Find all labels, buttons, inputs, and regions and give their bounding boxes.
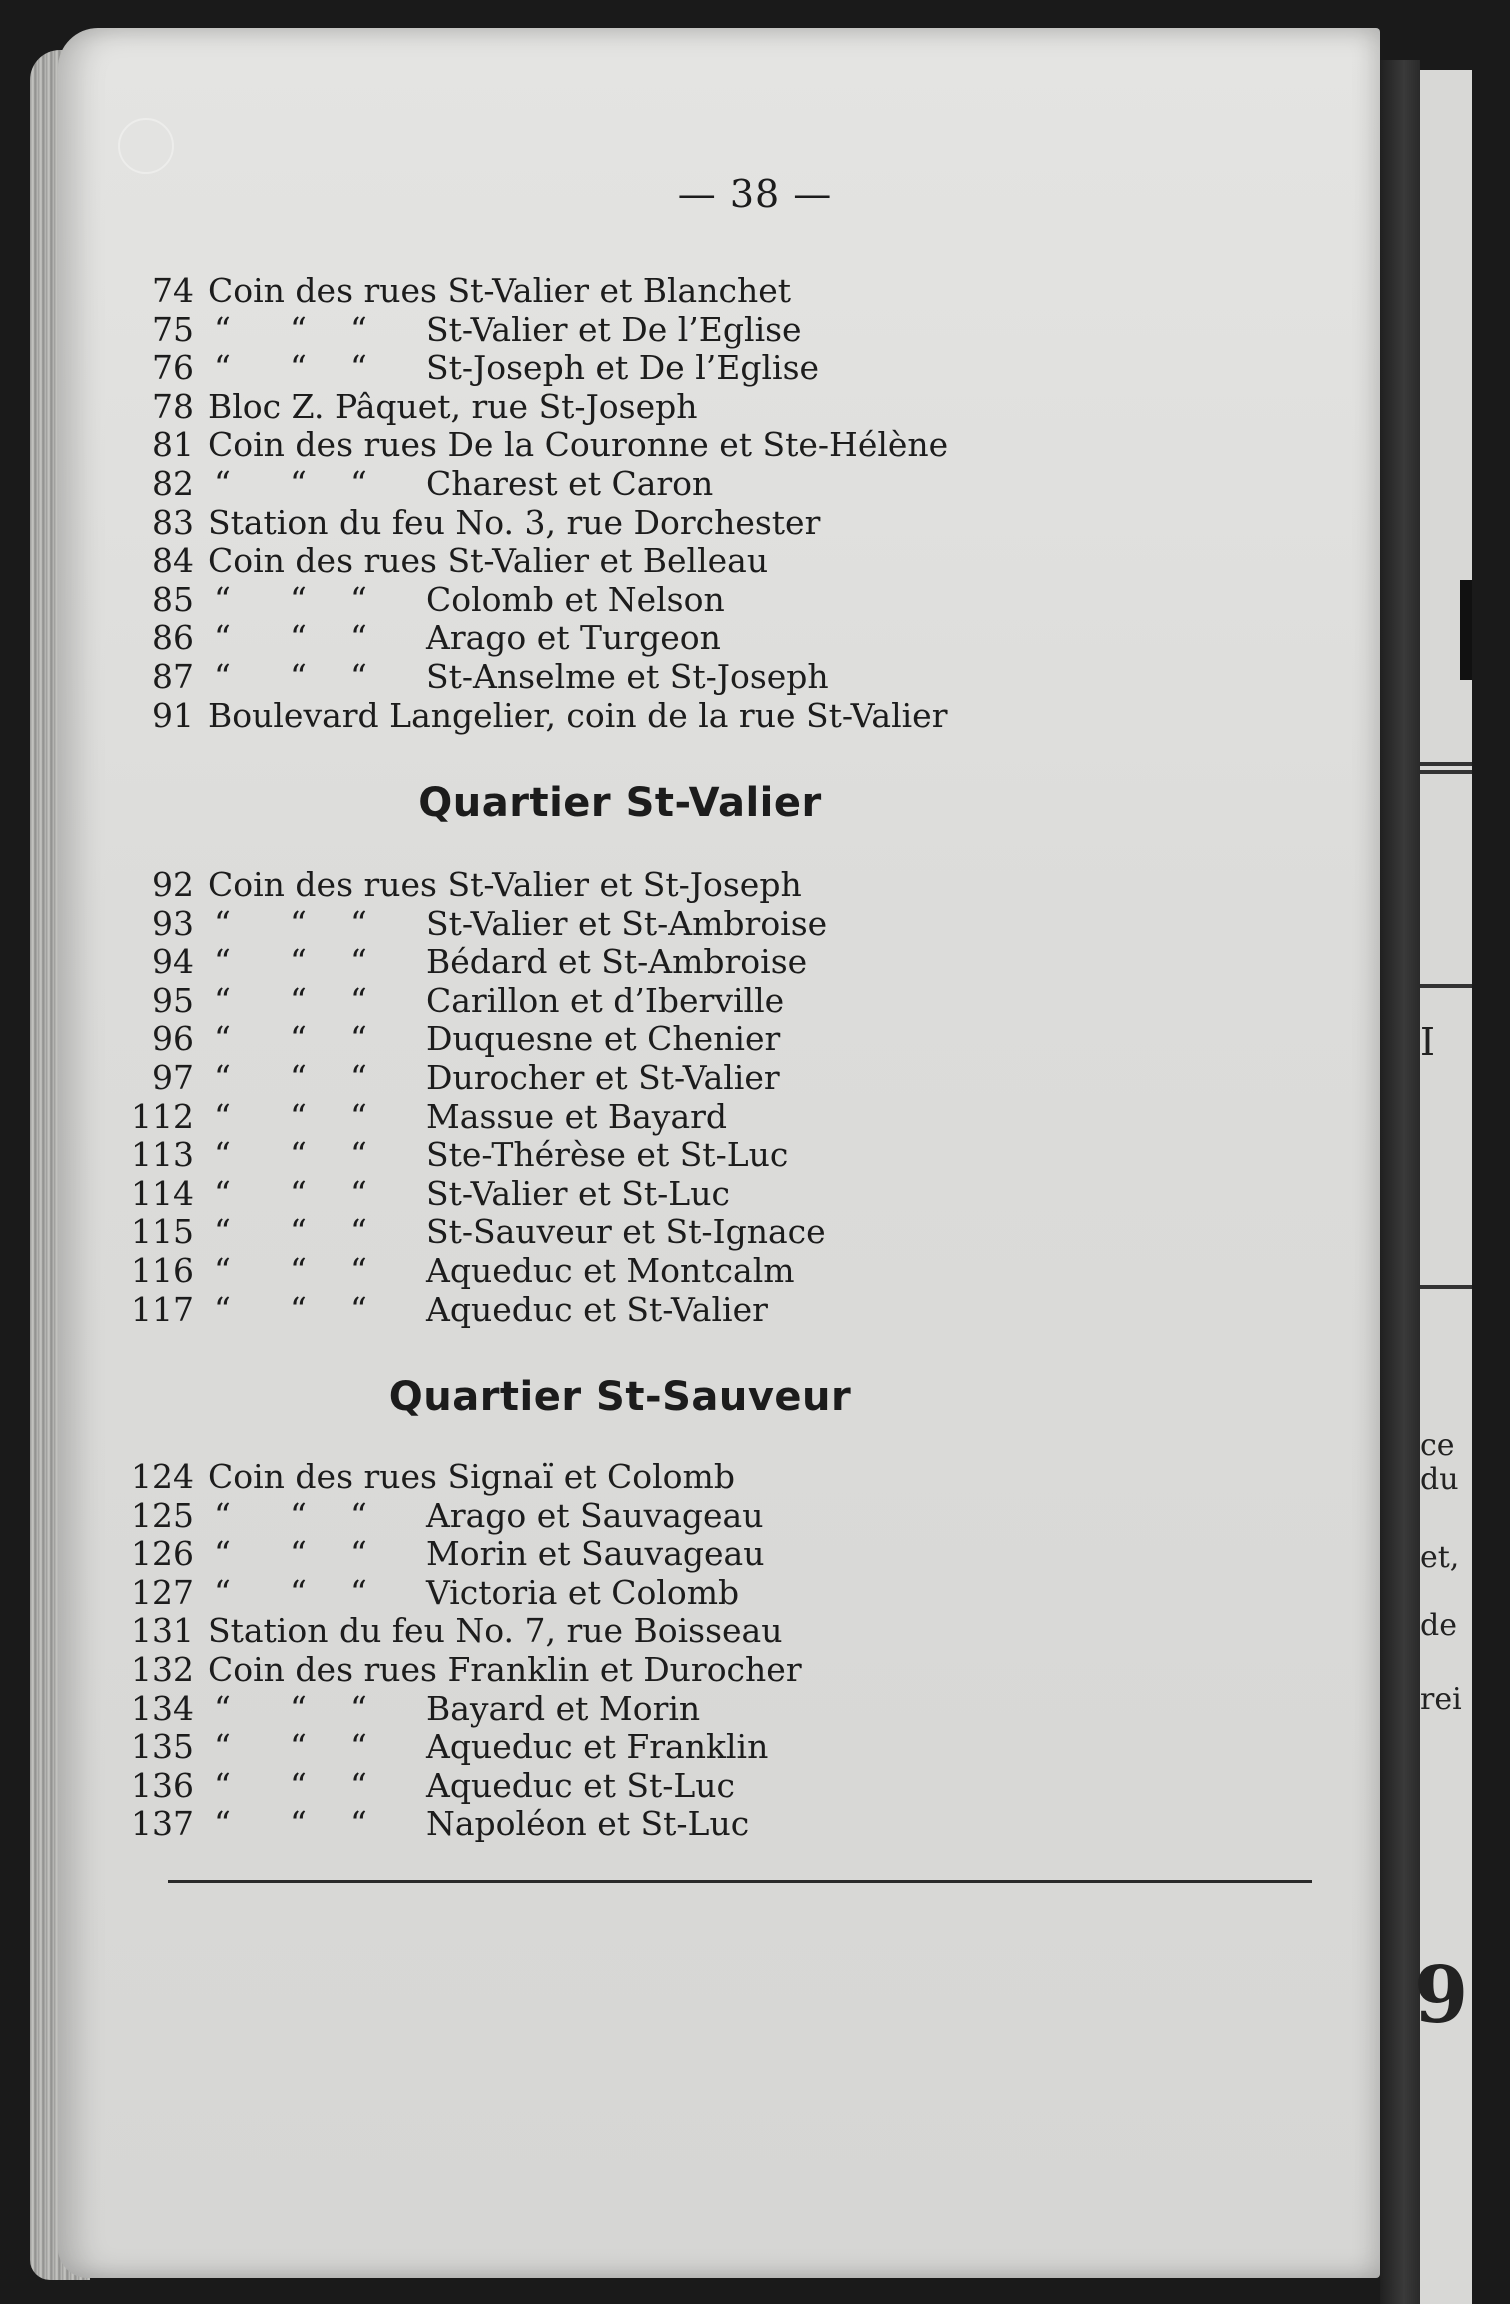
box-number: 85: [152, 579, 194, 619]
location-text: Coin des rues St-Valier et Belleau: [208, 541, 769, 581]
list-item: [126, 1291, 1126, 1329]
location-text: Coin des rues Franklin et Durocher: [208, 1650, 802, 1689]
box-number: 126: [131, 1534, 194, 1574]
box-number: 74: [152, 271, 194, 310]
facing-page-text: du: [1420, 1462, 1459, 1497]
ditto-mark: “: [290, 309, 307, 349]
facing-page-text: I: [1420, 1020, 1436, 1064]
location-text: Aqueduc et St-Valier: [426, 1289, 768, 1329]
ditto-mark: “: [290, 942, 307, 982]
box-number: 127: [131, 1572, 194, 1612]
location-text: Coin des rues Signaï et Colomb: [208, 1457, 735, 1496]
facing-page: [1414, 70, 1472, 2304]
ditto-mark: “: [214, 1019, 231, 1059]
location-text: Victoria et Colomb: [426, 1572, 740, 1612]
list-item: [126, 1175, 1126, 1213]
list-item: [126, 1535, 1126, 1573]
box-number: 116: [131, 1251, 194, 1290]
ditto-mark: “: [350, 1096, 367, 1136]
list-item: [126, 272, 1126, 310]
ditto-mark: “: [214, 1765, 231, 1805]
ditto-mark: “: [290, 579, 307, 619]
list-item: [126, 349, 1126, 387]
location-text: Coin des rues St-Valier et Blanchet: [208, 271, 792, 310]
ditto-mark: “: [214, 903, 231, 943]
ditto-mark: “: [290, 1727, 307, 1767]
ditto-mark: “: [350, 1251, 367, 1290]
ditto-mark: “: [350, 1212, 367, 1252]
location-text: Napoléon et St-Luc: [426, 1804, 750, 1844]
location-text: Station du feu No. 7, rue Boisseau: [208, 1611, 783, 1651]
location-text: Bayard et Morin: [426, 1688, 701, 1728]
location-text: Aqueduc et St-Luc: [426, 1765, 736, 1805]
box-number: 135: [131, 1727, 194, 1767]
box-number: 83: [152, 502, 194, 542]
list-item: [126, 1458, 1126, 1496]
ditto-mark: “: [350, 942, 367, 982]
ditto-mark: “: [214, 1058, 231, 1097]
list-item: [126, 1574, 1126, 1612]
location-text: Bédard et St-Ambroise: [426, 942, 808, 982]
location-text: St-Joseph et De l’Eglise: [426, 348, 820, 388]
list-item: [126, 1136, 1126, 1174]
box-number: 92: [152, 865, 194, 904]
ditto-mark: “: [214, 1251, 231, 1290]
ditto-mark: “: [350, 1173, 367, 1213]
facing-page-text: de: [1420, 1608, 1457, 1643]
list-item: [126, 697, 1126, 735]
ditto-mark: “: [214, 1173, 231, 1213]
ditto-mark: “: [350, 1289, 367, 1329]
list-item: [126, 542, 1126, 580]
location-text: Ste-Thérèse et St-Luc: [426, 1135, 789, 1175]
location-text: Coin des rues De la Couronne et Ste-Hélène: [208, 425, 949, 465]
ditto-mark: “: [290, 1765, 307, 1805]
ditto-mark: “: [214, 618, 231, 658]
facing-page-text: rei: [1420, 1682, 1462, 1717]
list-item: [126, 1690, 1126, 1728]
ditto-mark: “: [350, 1765, 367, 1805]
box-number: 87: [152, 657, 194, 696]
list-item: [126, 1612, 1126, 1650]
facing-page-mark: [1460, 580, 1472, 680]
list-item: [126, 581, 1126, 619]
ditto-mark: “: [214, 657, 231, 696]
list-item: [126, 866, 1126, 904]
list-item: [126, 465, 1126, 503]
location-text: Arago et Turgeon: [426, 618, 721, 658]
location-text: St-Anselme et St-Joseph: [426, 657, 829, 696]
ditto-mark: “: [290, 657, 307, 696]
ditto-mark: “: [350, 1058, 367, 1097]
box-number: 96: [152, 1019, 194, 1059]
ditto-mark: “: [290, 618, 307, 658]
facing-page-rule: [1420, 1285, 1472, 1289]
ditto-mark: “: [214, 1096, 231, 1136]
ditto-mark: “: [290, 1135, 307, 1175]
ditto-mark: “: [214, 464, 231, 503]
ditto-mark: “: [350, 579, 367, 619]
list-item: [126, 1497, 1126, 1535]
ditto-mark: “: [290, 1212, 307, 1252]
facing-page-rule: [1420, 770, 1472, 774]
list-item: [126, 1059, 1126, 1097]
box-number: 137: [131, 1804, 194, 1844]
ditto-mark: “: [350, 1534, 367, 1574]
ditto-mark: “: [214, 1289, 231, 1329]
ditto-mark: “: [214, 1804, 231, 1844]
list-item: [126, 982, 1126, 1020]
box-number: 115: [131, 1212, 194, 1252]
location-text: St-Sauveur et St-Ignace: [426, 1212, 826, 1252]
ditto-mark: “: [290, 464, 307, 503]
ditto-mark: “: [214, 942, 231, 982]
box-number: 75: [152, 309, 194, 349]
list-item: [126, 311, 1126, 349]
ditto-mark: “: [350, 309, 367, 349]
list-item: [126, 619, 1126, 657]
location-text: Aqueduc et Montcalm: [426, 1251, 795, 1290]
ditto-mark: “: [290, 348, 307, 388]
ditto-mark: “: [350, 1135, 367, 1175]
list-item: [126, 426, 1126, 464]
ditto-mark: “: [290, 1572, 307, 1612]
list-item: [126, 905, 1126, 943]
ditto-mark: “: [290, 980, 307, 1020]
ditto-mark: “: [350, 1572, 367, 1612]
ditto-mark: “: [350, 464, 367, 503]
box-number: 78: [152, 386, 194, 426]
ditto-mark: “: [214, 1572, 231, 1612]
ditto-mark: “: [214, 1212, 231, 1252]
box-number: 114: [131, 1173, 194, 1213]
ditto-mark: “: [290, 1096, 307, 1136]
location-text: Bloc Z. Pâquet, rue St-Joseph: [208, 386, 698, 426]
box-number: 136: [131, 1765, 194, 1805]
location-text: Coin des rues St-Valier et St-Joseph: [208, 865, 802, 904]
facing-page-text: ce: [1420, 1428, 1455, 1463]
box-number: 113: [131, 1135, 194, 1175]
ditto-mark: “: [214, 1688, 231, 1728]
box-number: 134: [131, 1688, 194, 1728]
ditto-mark: “: [290, 1251, 307, 1290]
ditto-mark: “: [290, 1019, 307, 1059]
box-number: 112: [131, 1096, 194, 1136]
ditto-mark: “: [350, 1727, 367, 1767]
list-item: [126, 1805, 1126, 1843]
location-text: St-Valier et De l’Eglise: [426, 309, 802, 349]
ditto-mark: “: [350, 618, 367, 658]
location-text: St-Valier et St-Ambroise: [426, 903, 828, 943]
location-text: Aqueduc et Franklin: [426, 1727, 769, 1767]
ditto-mark: “: [214, 309, 231, 349]
box-number: 131: [131, 1611, 194, 1651]
ditto-mark: “: [350, 657, 367, 696]
list-item: [126, 1728, 1126, 1766]
ditto-mark: “: [214, 1727, 231, 1767]
box-number: 125: [131, 1495, 194, 1535]
location-text: Station du feu No. 3, rue Dorchester: [208, 502, 821, 542]
box-number: 91: [152, 695, 194, 735]
location-text: Morin et Sauvageau: [426, 1534, 765, 1574]
ditto-mark: “: [350, 348, 367, 388]
box-number: 81: [152, 425, 194, 465]
box-number: 124: [131, 1457, 194, 1496]
box-number: 82: [152, 464, 194, 503]
ditto-mark: “: [290, 1289, 307, 1329]
section-heading: Quartier St-Sauveur: [388, 1374, 852, 1420]
ditto-mark: “: [350, 1804, 367, 1844]
ditto-mark: “: [214, 579, 231, 619]
box-number: 97: [152, 1058, 194, 1097]
ditto-mark: “: [290, 1804, 307, 1844]
list-item: [126, 943, 1126, 981]
box-number: 86: [152, 618, 194, 658]
list-item: [126, 1213, 1126, 1251]
box-number: 94: [152, 942, 194, 982]
facing-page-rule: [1420, 984, 1472, 988]
list-item: [126, 504, 1126, 542]
ditto-mark: “: [290, 1534, 307, 1574]
ditto-mark: “: [214, 1495, 231, 1535]
box-number: 93: [152, 903, 194, 943]
box-number: 95: [152, 980, 194, 1020]
list-item: [126, 1767, 1126, 1805]
facing-page-rule: [1420, 762, 1472, 766]
list-item: [126, 1020, 1126, 1058]
location-text: Massue et Bayard: [426, 1096, 728, 1136]
location-text: Arago et Sauvageau: [426, 1495, 764, 1535]
bottom-rule: [168, 1880, 1312, 1883]
ditto-mark: “: [350, 903, 367, 943]
ditto-mark: “: [290, 903, 307, 943]
ditto-mark: “: [290, 1688, 307, 1728]
location-text: Duquesne et Chenier: [426, 1019, 781, 1059]
ditto-mark: “: [214, 980, 231, 1020]
box-number: 76: [152, 348, 194, 388]
location-text: Boulevard Langelier, coin de la rue St-Valier: [208, 695, 948, 735]
box-number: 132: [131, 1650, 194, 1689]
list-item: [126, 658, 1126, 696]
section-heading: Quartier St-Valier: [418, 780, 822, 826]
location-text: St-Valier et St-Luc: [426, 1173, 730, 1213]
location-text: Colomb et Nelson: [426, 579, 725, 619]
ditto-mark: “: [290, 1495, 307, 1535]
facing-page-text: 9: [1414, 1950, 1469, 2041]
ditto-mark: “: [350, 1495, 367, 1535]
page-number: — 38 —: [677, 172, 833, 216]
box-number: 117: [131, 1289, 194, 1329]
ditto-mark: “: [350, 1019, 367, 1059]
ditto-mark: “: [290, 1173, 307, 1213]
location-text: Durocher et St-Valier: [426, 1058, 780, 1097]
location-text: Carillon et d’Iberville: [426, 980, 785, 1020]
ditto-mark: “: [214, 1135, 231, 1175]
ditto-mark: “: [214, 1534, 231, 1574]
list-item: [126, 1252, 1126, 1290]
location-text: Charest et Caron: [426, 464, 714, 503]
box-number: 84: [152, 541, 194, 581]
ditto-mark: “: [290, 1058, 307, 1097]
list-item: [126, 388, 1126, 426]
ditto-mark: “: [350, 1688, 367, 1728]
ditto-mark: “: [214, 348, 231, 388]
facing-page-text: et,: [1420, 1540, 1460, 1575]
list-item: [126, 1651, 1126, 1689]
ditto-mark: “: [350, 980, 367, 1020]
list-item: [126, 1098, 1126, 1136]
